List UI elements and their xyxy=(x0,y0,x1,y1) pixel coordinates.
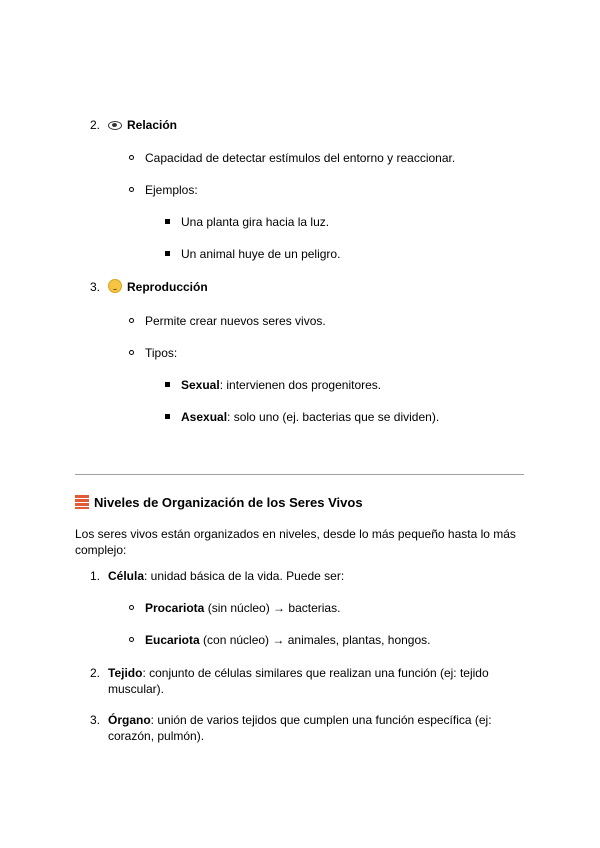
term-eucariota-desc: (con núcleo) → animales, plantas, hongos. xyxy=(199,633,431,647)
list-item-heading xyxy=(108,117,177,133)
term-procariota-desc: (sin núcleo) → bacterias. xyxy=(204,601,341,615)
divider xyxy=(75,474,524,475)
term-procariota: Procariota xyxy=(145,601,205,615)
section-heading-text: Niveles de Organización de los Seres Vivos xyxy=(94,495,363,510)
bullet-circle xyxy=(129,350,134,355)
bullet-circle xyxy=(129,318,134,323)
term-asexual: Asexual xyxy=(181,410,228,424)
list-item xyxy=(181,409,439,425)
list-item: Ejemplos: xyxy=(145,183,198,197)
list-item xyxy=(108,568,344,584)
heading-reproduccion: Reproducción xyxy=(127,280,208,294)
term-asexual-desc: : solo uno (ej. bacterias que se dividen). xyxy=(227,410,440,424)
list-item-heading xyxy=(108,279,208,295)
list-item xyxy=(108,712,492,728)
list-number: 3. xyxy=(89,713,100,727)
list-item xyxy=(145,600,340,616)
term-tejido-desc: : conjunto de células similares que realizan una función (ej: tejido xyxy=(142,666,489,680)
term-eucariota: Eucariota xyxy=(145,633,200,647)
brick-icon xyxy=(75,495,89,509)
list-number: 3. xyxy=(89,280,100,294)
bullet-circle xyxy=(129,637,134,642)
list-item-continuation: corazón, pulmón). xyxy=(108,729,205,743)
term-sexual: Sexual xyxy=(181,378,220,392)
bullet-circle xyxy=(129,605,134,610)
bullet-square xyxy=(165,414,170,419)
baby-icon xyxy=(108,279,122,293)
paragraph: Los seres vivos están organizados en niveles, desde lo más pequeño hasta lo más xyxy=(75,527,516,541)
bullet-square xyxy=(165,251,170,256)
list-item: Una planta gira hacia la luz. xyxy=(181,215,330,229)
bullet-circle xyxy=(129,155,134,160)
list-item xyxy=(145,632,430,648)
list-item: Un animal huye de un peligro. xyxy=(181,247,341,261)
term-celula: Célula xyxy=(108,569,145,583)
list-item xyxy=(108,665,489,681)
paragraph: complejo: xyxy=(75,543,127,557)
bullet-circle xyxy=(129,187,134,192)
section-heading xyxy=(75,495,363,511)
list-number: 1. xyxy=(89,569,100,583)
heading-relacion: Relación xyxy=(127,118,178,132)
term-organo: Órgano xyxy=(108,713,151,727)
list-item: Capacidad de detectar estímulos del entorno y reaccionar. xyxy=(145,151,456,165)
list-item xyxy=(181,377,381,393)
term-sexual-desc: : intervienen dos progenitores. xyxy=(219,378,382,392)
eye-icon xyxy=(108,121,122,130)
term-celula-desc: : unidad básica de la vida. Puede ser: xyxy=(144,569,345,583)
bullet-square xyxy=(165,219,170,224)
bullet-square xyxy=(165,382,170,387)
term-organo-desc: : unión de varios tejidos que cumplen una función específica (ej: xyxy=(150,713,492,727)
list-item-continuation: muscular). xyxy=(108,682,165,696)
term-tejido: Tejido xyxy=(108,666,143,680)
list-item: Tipos: xyxy=(145,346,178,360)
list-item: Permite crear nuevos seres vivos. xyxy=(145,314,326,328)
list-number: 2. xyxy=(89,118,100,132)
list-number: 2. xyxy=(89,666,100,680)
